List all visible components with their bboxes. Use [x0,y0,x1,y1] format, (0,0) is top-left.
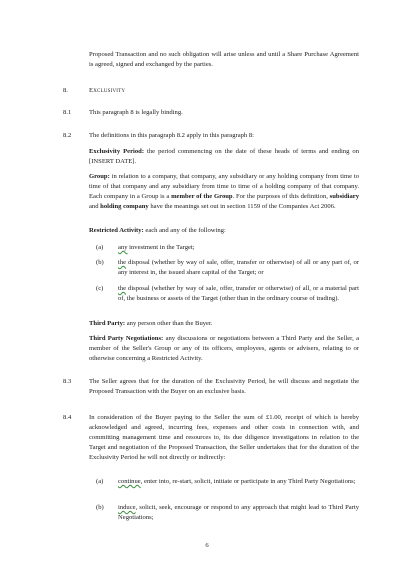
definition-third-party [89,319,359,329]
definition-bold: subsidiary [329,193,359,200]
list-item-text: , enter into, re-start, solicit, initiate or participate in any Third Party Negotiations; [140,478,356,485]
spellcheck-flagged-word[interactable]: the [118,285,127,292]
spellcheck-flagged-word[interactable]: any [118,244,128,251]
clause-text-8-3: The Seller agrees that for the duration of the Exclusivity Period, he will discuss and negotiate the Proposed Transaction with the Buyer on an exclusive basis. [89,378,359,395]
definition-term: Restricted Activity: [89,227,144,234]
definition-term: Exclusivity Period: [89,148,145,155]
list-item-letter: (b) [96,504,104,511]
definition-term: Third Party Negotiations: [89,335,164,342]
clause-number-8-2: 8.2 [63,132,72,139]
list-item-letter: (c) [96,285,104,292]
list-item-text: disposal (whether by way of sale, offer, transfer or otherwise) of all or any part of, or any interest in, the issued share capital of the Target; or [118,259,359,276]
clause-text-8-4: In consideration of the Buyer paying to the Seller the sum of £1.00, receipt of which is hereby acknowledged and agreed, incurring fees, expenses and other costs in connection with, and committing management time and resources to, its due diligence investigations in relation to the Target and negotiation of the Proposed Transaction, the Seller undertakes that for the duration of the Exclusivity Period he will not directly or indirectly: [89,414,359,461]
list-item-text: investment in the Target; [127,244,195,251]
list-item [118,503,359,523]
definition-bold: member of the Group [171,193,233,200]
intro-paragraph: Proposed Transaction and no such obligation will arise unless and until a Share Purchase Agreement is agreed, signed and exchanged by the parties. [89,51,359,68]
spellcheck-flagged-word[interactable]: the [118,259,127,266]
list-item [118,284,359,304]
section-number: 8. [63,87,68,94]
definition-term: Third Party: [89,320,126,327]
section-title: Exclusivity [89,87,126,94]
clause-text-8-2: The definitions in this paragraph 8.2 apply in this paragraph 8: [89,132,254,139]
spellcheck-flagged-word[interactable]: induce [118,504,136,511]
page-number: 6 [205,542,209,549]
definition-text: the period commencing on the date of these heads of terms and ending on [INSERT DATE]. [89,148,359,165]
definition-exclusivity-period [89,147,359,167]
list-item-letter: (a) [96,244,104,251]
definition-text: . For the purposes of this definition, [232,193,330,200]
list-item-letter: (b) [96,259,104,266]
list-item [118,258,359,278]
clause-number-8-4: 8.4 [63,414,72,421]
list-item-text: disposal (whether by way of sale, offer, transfer or otherwise) of all, or a material part of, the business or assets of the Target (other than in the ordinary course of trading). [118,285,359,302]
list-item [118,477,359,487]
definition-group [89,172,359,212]
definition-text: any discussions or negotiations between a Third Party and the Seller, a member of the Seller's Group or any of its officers, employees, agents or advisers, relating to or otherwise concerning a Restricted Activity. [89,335,359,362]
definition-restricted-activity [89,226,359,236]
clause-number-8-3: 8.3 [63,378,72,385]
list-item-text: , solicit, seek, encourage or respond to any approach that might lead to Third Party Negotiations; [118,504,359,521]
definition-text: have the meanings set out in section 1159 of the Companies Act 2006. [148,203,336,210]
list-item [118,243,359,253]
definition-text: each and any of the following: [143,227,226,234]
list-item-letter: (a) [96,478,104,485]
spellcheck-flagged-word[interactable]: continue [118,478,141,485]
clause-text-8-1: This paragraph 8 is legally binding. [89,109,183,116]
definition-text: and [89,203,101,210]
definition-text: any person other than the Buyer. [125,320,213,327]
clause-number-8-1: 8.1 [63,109,72,116]
definition-term: Group: [89,173,110,180]
definition-text: in relation to a company, that company, any subsidiary or any holding company from time to time of that company and any subsidiary from time to time of a holding company of that company. Each company in a Group is a [89,173,359,200]
definition-third-party-negotiations [89,334,359,364]
definition-bold: holding company [100,203,149,210]
